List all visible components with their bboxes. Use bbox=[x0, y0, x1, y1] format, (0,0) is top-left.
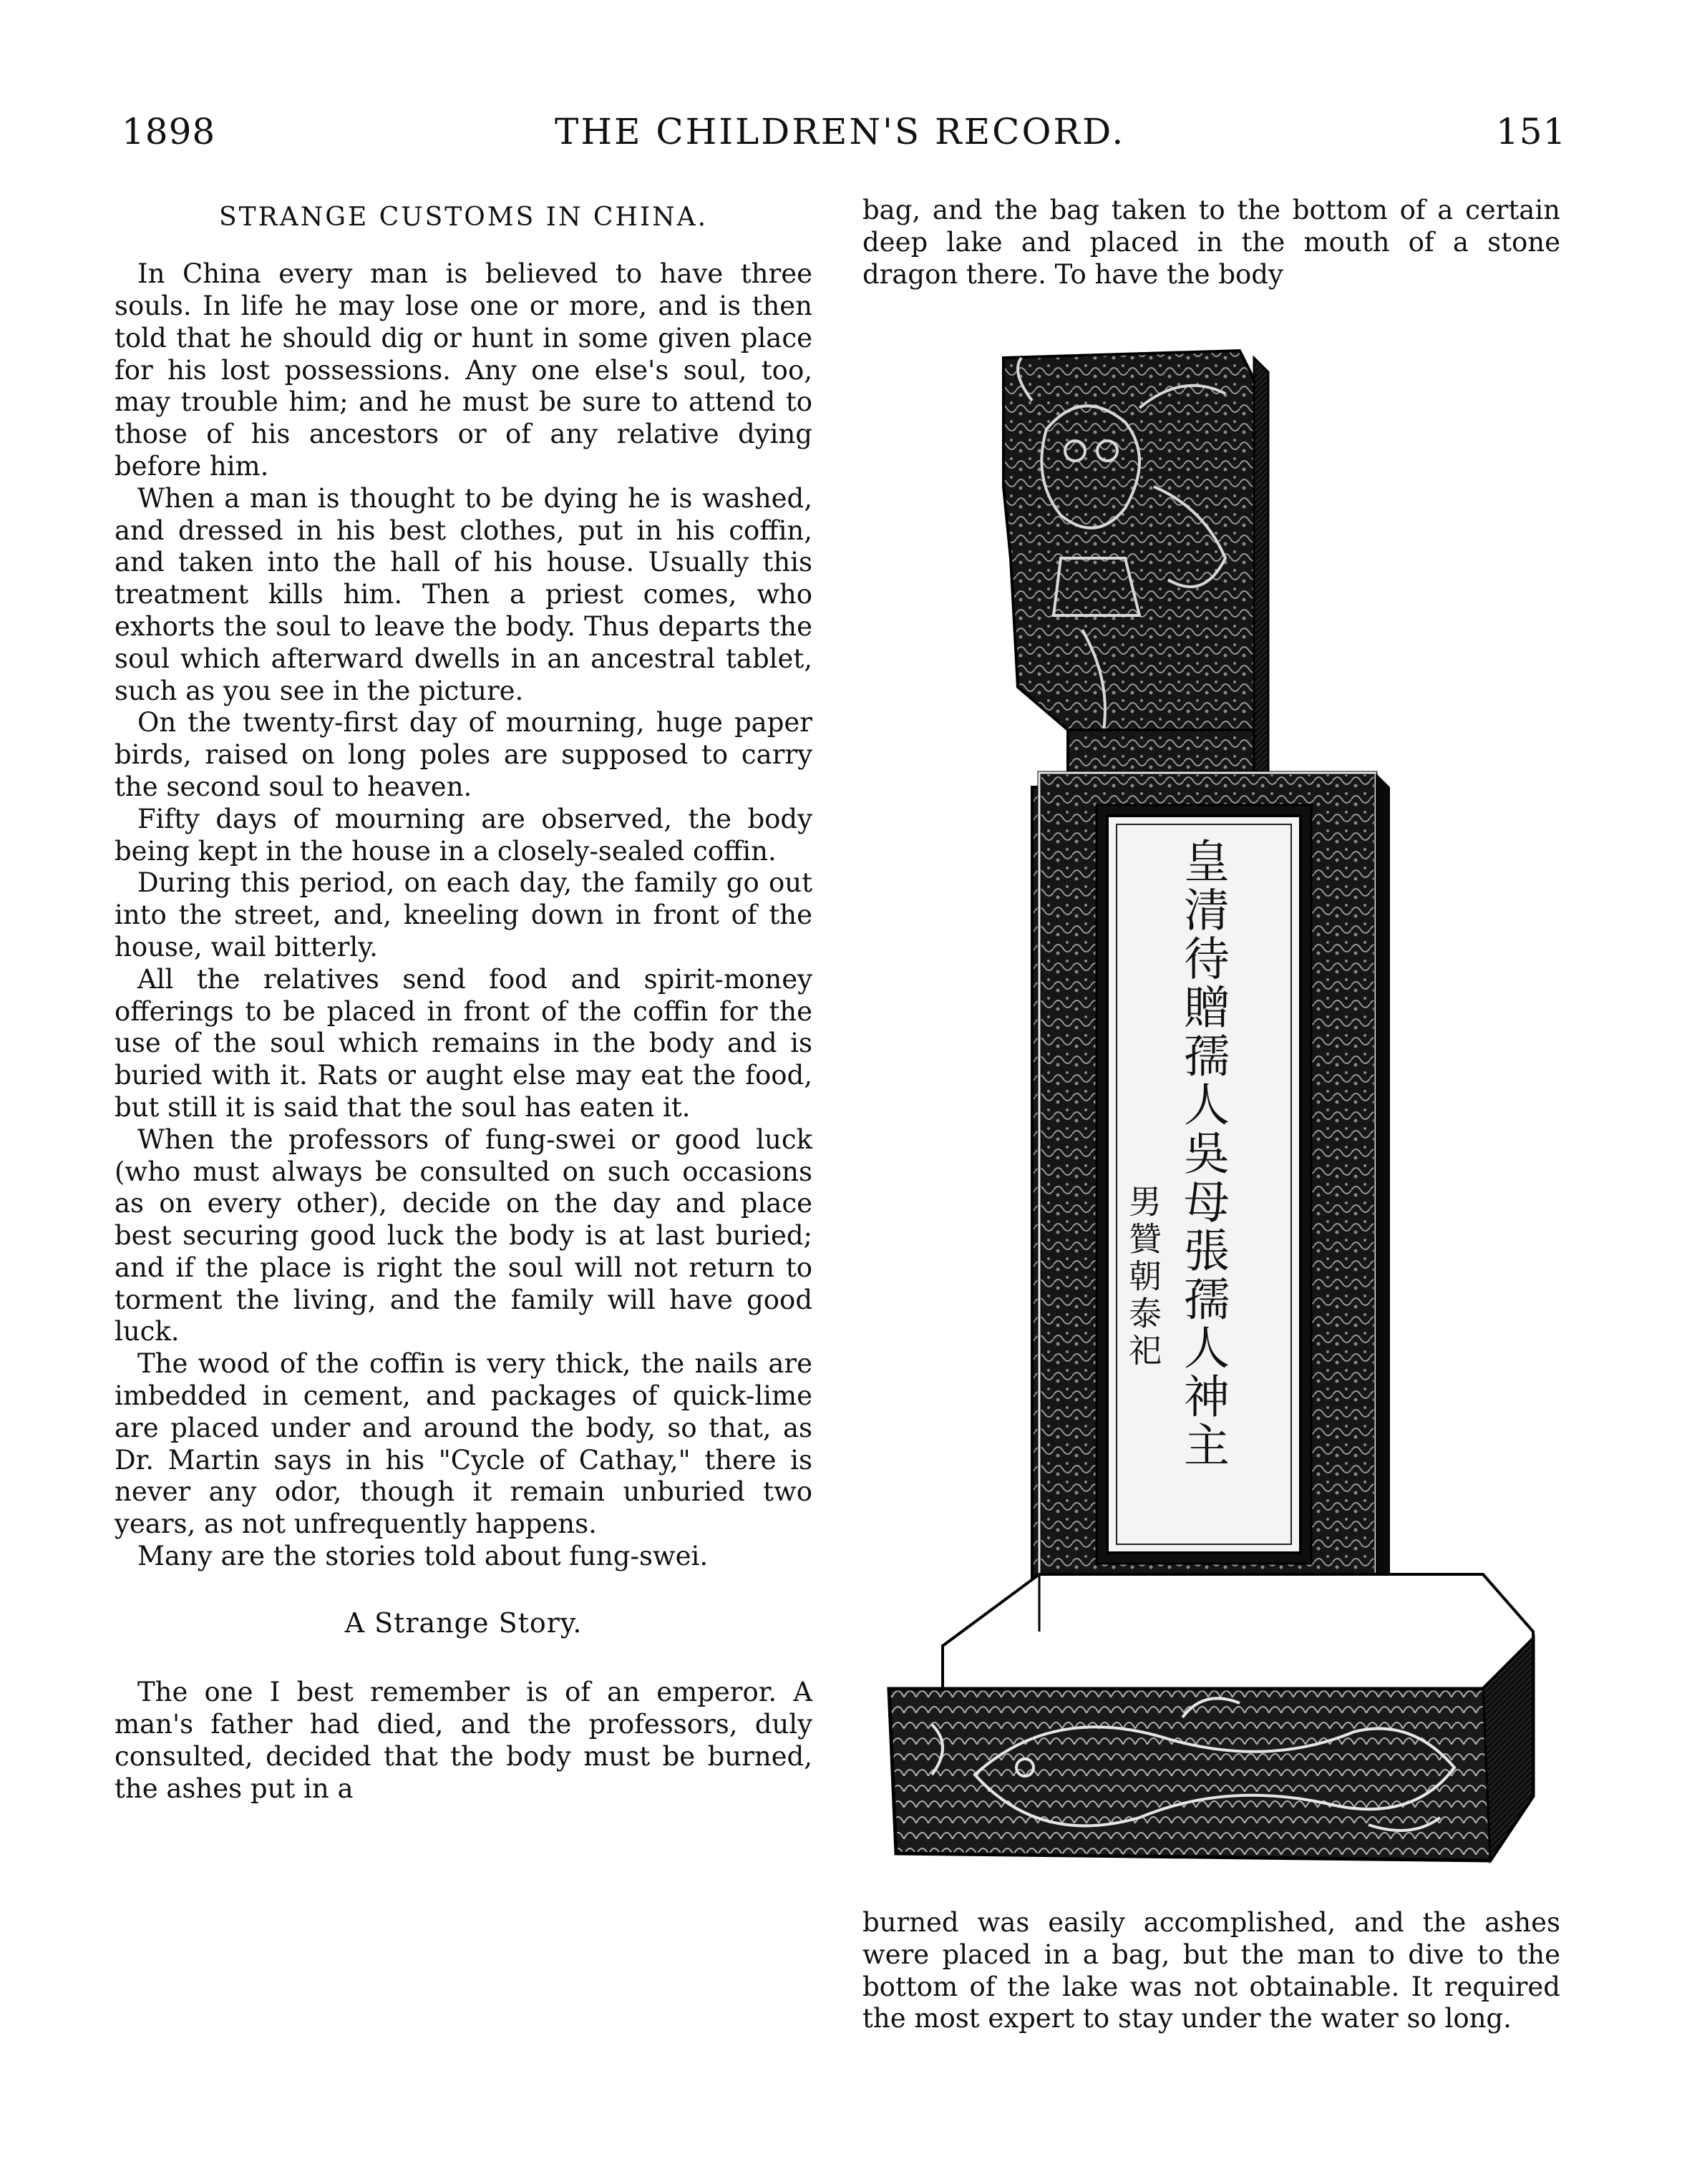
article-paragraph: The wood of the coffin is very thick, the nails are imbedded in cement, and packages of quick-lime are placed under and around the body, so that, as Dr. Martin says in his "Cycle of Cathay," there is never any odor, though it remain unburied two years, as not unfrequently happens. bbox=[115, 1348, 812, 1540]
header-title: THE CHILDREN'S RECORD. bbox=[555, 111, 1126, 152]
ancestral-tablet-illustration bbox=[867, 343, 1555, 1875]
header-year: 1898 bbox=[122, 111, 216, 152]
article-paragraph: Many are the stories told about fung-swei. bbox=[137, 1541, 709, 1572]
story-paragraph: The one I best remember is of an emperor. A man's father had died, and the professors, duly consulted, decided that the body must be burned, the ashes put in a bbox=[115, 1677, 812, 1804]
article-paragraph: During this period, on each day, the family go out into the street, and, kneeling down in front of the house, wail bitterly. bbox=[115, 867, 812, 962]
article-paragraph: Fifty days of mourning are observed, the body being kept in the house in a closely-sealed coffin. bbox=[115, 803, 812, 867]
story-subheading: A Strange Story. bbox=[344, 1607, 583, 1639]
left-column bbox=[115, 195, 812, 1805]
article-paragraph: In China every man is believed to have three souls. In life he may lose one or more, and is then told that he should dig or hunt in some given place for his lost possessions. Any one else's soul, too, may trouble him; and he must be sure to attend to those of his ancestors or of any relative dying before him. bbox=[115, 258, 812, 482]
article-paragraph: All the relatives send food and spirit-money offerings to be placed in front of the coffin for the use of the soul which remains in the body and is buried with it. Rats or aught else may eat the food, but still it is said that the soul has eaten it. bbox=[115, 963, 812, 1123]
ancestral-tablet-drawing bbox=[867, 343, 1555, 1875]
continued-text-top: bag, and the bag taken to the bottom of a certain deep lake and placed in the mouth of a stone dragon there. To have the body bbox=[862, 195, 1560, 290]
tablet-frame-side bbox=[1376, 773, 1390, 1689]
tablet-plinth-step bbox=[943, 1574, 1533, 1703]
right-column-top bbox=[862, 195, 1560, 291]
right-column-bottom bbox=[862, 1907, 1560, 2035]
inscription-side: 男贊朝泰祀 bbox=[1124, 1184, 1162, 1370]
inscription-main: 皇清待贈孺人吳母張孺人神主 bbox=[1176, 837, 1229, 1470]
article-paragraph: On the twenty-first day of mourning, huge paper birds, raised on long poles are supposed to carry the second soul to heaven. bbox=[115, 707, 812, 802]
article-heading: STRANGE CUSTOMS IN CHINA. bbox=[218, 203, 709, 232]
article-paragraph: When the professors of fung-swei or good luck (who must always be consulted on such occasions as on every other), decide on the day and place best securing good luck the body is at last buried; and if the place is right the soul will not return to torment the living, and the family will have good luck. bbox=[115, 1123, 812, 1347]
header-page-number: 151 bbox=[1496, 111, 1567, 152]
article-paragraph: When a man is thought to be dying he is washed, and dressed in his best clothes, put in his coffin, and taken into the hall of his house. Usually this treatment kills him. Then a priest comes, who exhorts the soul to leave the body. Thus departs the soul which afterward dwells in an ancestral tablet, such as you see in the picture. bbox=[115, 482, 812, 706]
tablet-crest bbox=[1003, 351, 1258, 730]
continued-text-bottom: burned was easily accomplished, and the ashes were placed in a bag, but the man to dive to the bottom of the lake was not obtainable. It required the most expert to stay under the water so long. bbox=[862, 1907, 1560, 2034]
